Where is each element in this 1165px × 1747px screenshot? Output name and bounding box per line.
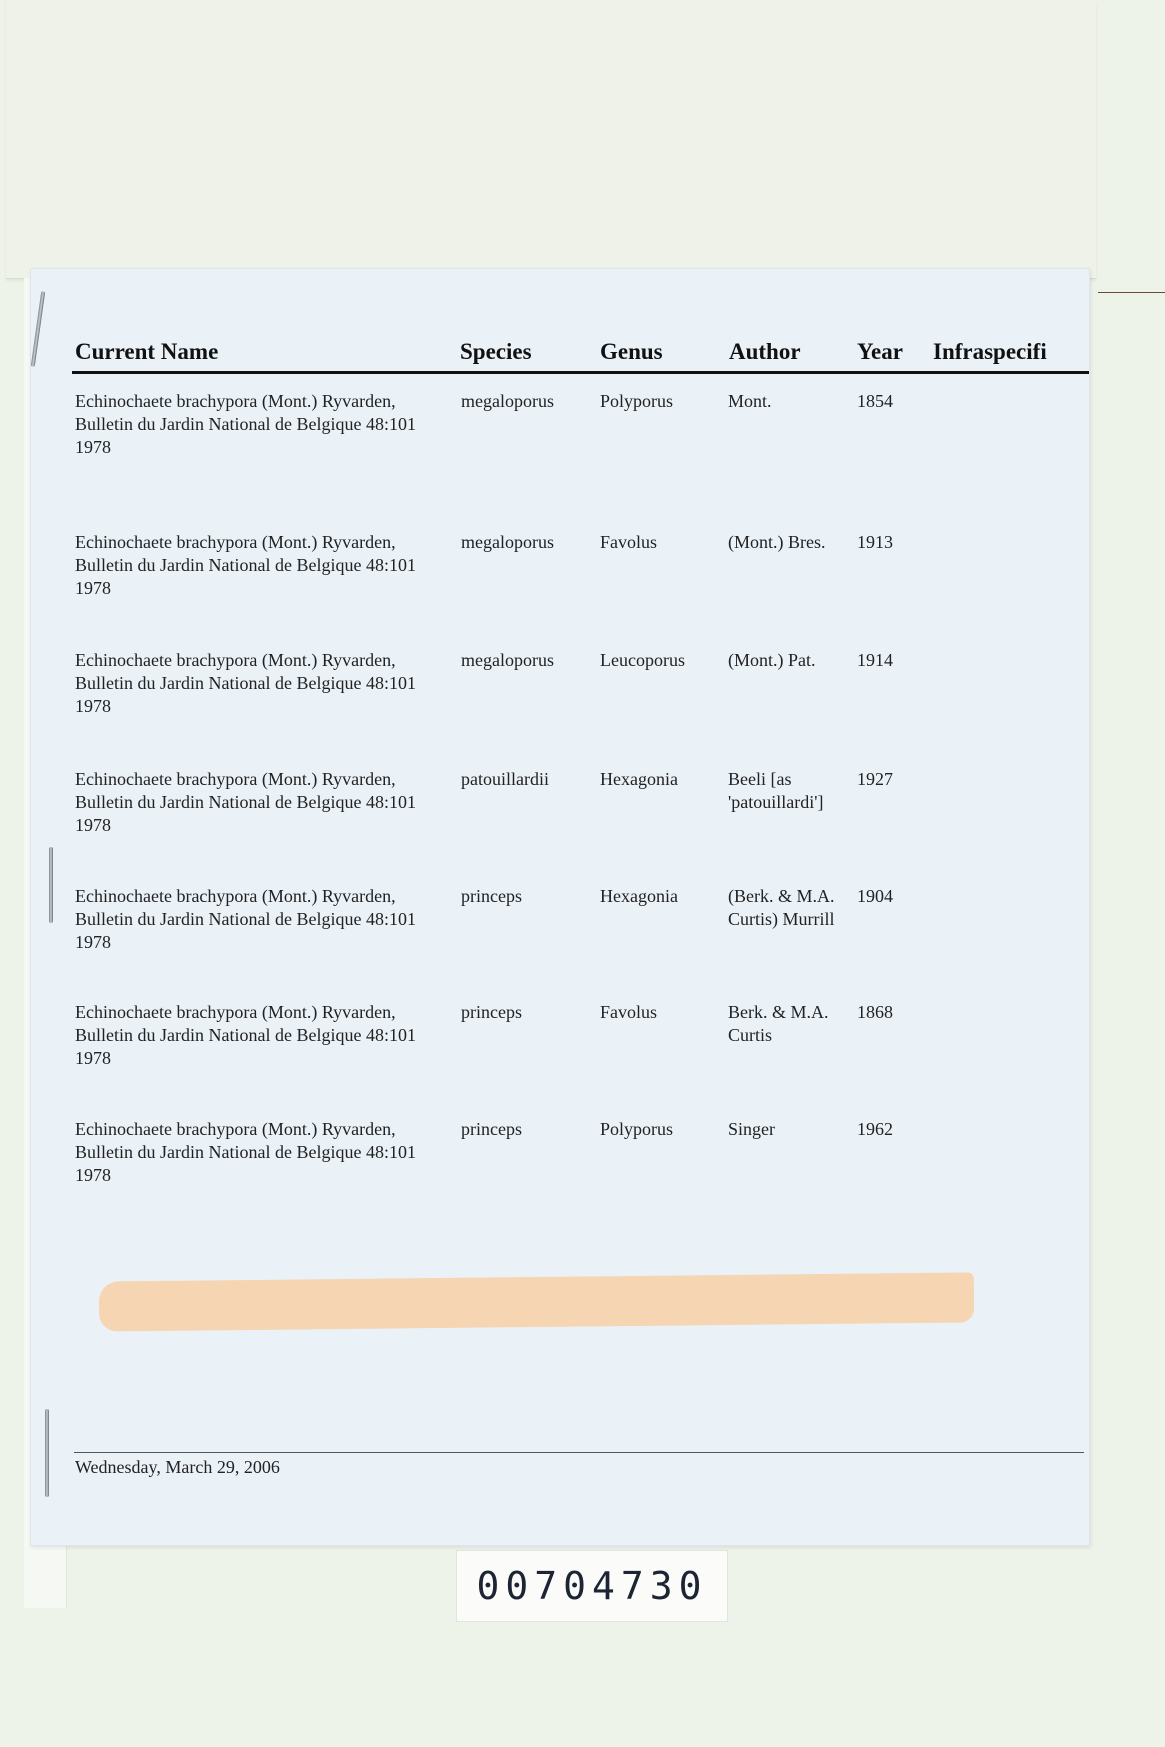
cell-year: 1854 (857, 391, 893, 411)
table-row (31, 390, 1089, 500)
table-row (31, 1118, 1089, 1228)
cell-genus: Favolus (600, 1002, 658, 1022)
cell-author: (Mont.) Pat. (728, 650, 816, 670)
background-sheet (6, 0, 1096, 279)
cell-author: (Mont.) Bres. (728, 532, 826, 552)
cell-current-name: Echinochaete brachypora (Mont.) Ryvarden, Bulletin du Jardin National de Belgique 48:101 1978 (75, 769, 416, 835)
header-author: Author (729, 339, 801, 364)
cell-genus: Leucoporus (600, 650, 685, 670)
cell-species: princeps (461, 886, 522, 906)
cell-species: megaloporus (461, 532, 554, 552)
table-row (31, 885, 1089, 995)
cell-author: Beeli [as 'patouillardi'] (728, 769, 824, 812)
cell-current-name: Echinochaete brachypora (Mont.) Ryvarden, Bulletin du Jardin National de Belgique 48:101 1978 (75, 391, 416, 457)
table-row (31, 531, 1089, 641)
cell-genus: Favolus (600, 532, 658, 552)
cell-species: megaloporus (461, 650, 554, 670)
cell-genus: Hexagonia (600, 769, 678, 789)
cell-current-name: Echinochaete brachypora (Mont.) Ryvarden, Bulletin du Jardin National de Belgique 48:101 1978 (75, 1119, 416, 1185)
highlighter-mark (99, 1272, 974, 1331)
cell-genus: Polyporus (600, 1119, 674, 1139)
header-year: Year (857, 339, 903, 364)
cell-author: Singer (728, 1119, 775, 1139)
cell-current-name: Echinochaete brachypora (Mont.) Ryvarden, Bulletin du Jardin National de Belgique 48:101 1978 (75, 532, 416, 598)
table-header (31, 269, 1089, 379)
header-species: Species (460, 339, 532, 364)
cell-year: 1868 (857, 1002, 893, 1022)
cell-species: patouillardii (461, 769, 549, 789)
cell-author: Berk. & M.A. Curtis (728, 1002, 829, 1045)
footer-date: Wednesday, March 29, 2006 (75, 1457, 280, 1477)
cell-current-name: Echinochaete brachypora (Mont.) Ryvarden, Bulletin du Jardin National de Belgique 48:101 1978 (75, 1002, 416, 1068)
cell-year: 1914 (857, 650, 893, 670)
cell-species: princeps (461, 1119, 522, 1139)
footer-rule (74, 1452, 1084, 1453)
table-row-highlighted (31, 1001, 1089, 1111)
cell-current-name: Echinochaete brachypora (Mont.) Ryvarden, Bulletin du Jardin National de Belgique 48:101 1978 (75, 650, 416, 716)
header-rule (72, 371, 1090, 374)
cell-genus: Polyporus (600, 391, 674, 411)
cell-year: 1927 (857, 769, 893, 789)
header-genus: Genus (600, 339, 663, 364)
cell-year: 1904 (857, 886, 893, 906)
table-row (31, 649, 1089, 759)
cell-year: 1962 (857, 1119, 893, 1139)
cell-genus: Hexagonia (600, 886, 678, 906)
table-row (31, 768, 1089, 878)
cell-year: 1913 (857, 532, 893, 552)
cell-author: (Berk. & M.A. Curtis) Murrill (728, 886, 835, 929)
header-current-name: Current Name (75, 339, 219, 364)
cell-species: megaloporus (461, 391, 554, 411)
cell-author: Mont. (728, 391, 772, 411)
edge-mark (1098, 292, 1165, 293)
cell-species: princeps (461, 1002, 522, 1022)
header-infraspecific: Infraspecifi (933, 339, 1047, 364)
staple-bottom (45, 1409, 49, 1497)
cell-current-name: Echinochaete brachypora (Mont.) Ryvarden, Bulletin du Jardin National de Belgique 48:101 1978 (75, 886, 416, 952)
document-page (30, 268, 1090, 1546)
specimen-number-label: 00704730 (456, 1550, 728, 1622)
